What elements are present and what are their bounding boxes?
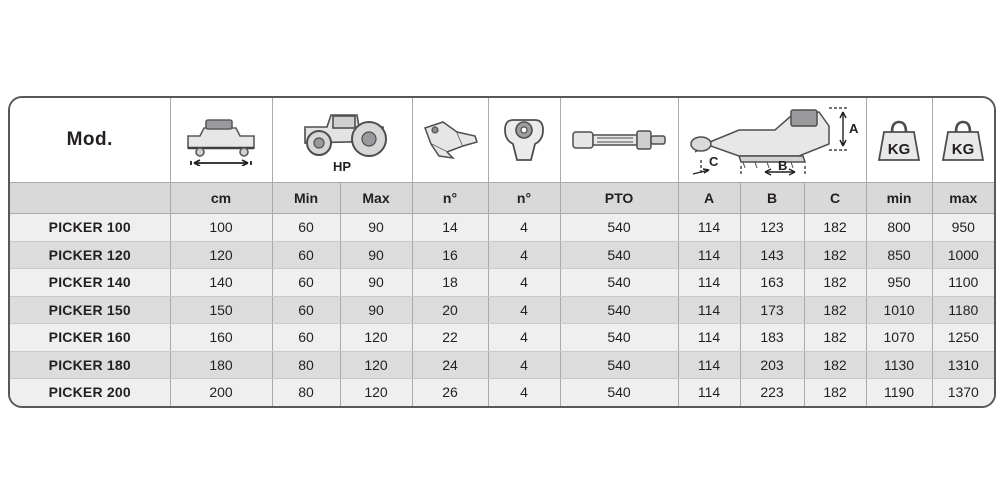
row-a: 114 (678, 379, 740, 406)
tractor-hp-icon (273, 107, 412, 161)
row-b: 173 (740, 296, 804, 324)
row-hammers: 14 (412, 214, 488, 242)
subheader-pto: PTO (560, 183, 678, 214)
row-max-hp: 120 (340, 351, 412, 379)
row-kg-min: 1010 (866, 296, 932, 324)
row-belts: 4 (488, 214, 560, 242)
row-belts: 4 (488, 324, 560, 352)
specifications-table-container (8, 96, 996, 408)
svg-text:KG: KG (887, 141, 911, 158)
row-cm: 180 (170, 351, 272, 379)
specifications-table (10, 98, 994, 406)
row-pto: 540 (560, 324, 678, 352)
row-cm: 140 (170, 269, 272, 297)
row-a: 114 (678, 324, 740, 352)
row-max-hp: 90 (340, 214, 412, 242)
row-min-hp: 60 (272, 269, 340, 297)
row-hammers: 20 (412, 296, 488, 324)
row-kg-max: 1000 (932, 241, 994, 269)
mulcher-width-icon (171, 114, 272, 166)
dimension-letter-b: B (778, 158, 788, 173)
weight-max-icon (933, 114, 995, 166)
row-model: PICKER 120 (10, 241, 170, 269)
row-b: 163 (740, 269, 804, 297)
row-hammers: 26 (412, 379, 488, 406)
row-max-hp: 120 (340, 324, 412, 352)
row-c: 182 (804, 379, 866, 406)
row-a: 114 (678, 351, 740, 379)
row-a: 114 (678, 214, 740, 242)
row-kg-max: 1250 (932, 324, 994, 352)
row-a: 114 (678, 269, 740, 297)
row-cm: 100 (170, 214, 272, 242)
subheader-kg-max: max (932, 183, 994, 214)
pto-shaft-icon (561, 120, 678, 160)
table-row (10, 214, 994, 242)
row-model: PICKER 150 (10, 296, 170, 324)
subheader-model (10, 183, 170, 214)
row-c: 182 (804, 214, 866, 242)
machine-dimensions-icon (679, 100, 866, 180)
row-max-hp: 90 (340, 269, 412, 297)
header-hp-cell (272, 98, 412, 183)
row-hammers: 16 (412, 241, 488, 269)
row-min-hp: 60 (272, 296, 340, 324)
row-kg-min: 800 (866, 214, 932, 242)
row-belts: 4 (488, 379, 560, 406)
row-model: PICKER 200 (10, 379, 170, 406)
row-c: 182 (804, 296, 866, 324)
subheader-hammers: n° (412, 183, 488, 214)
header-pto-cell (560, 98, 678, 183)
row-pto: 540 (560, 269, 678, 297)
row-kg-max: 1100 (932, 269, 994, 297)
row-max-hp: 90 (340, 296, 412, 324)
row-model: PICKER 160 (10, 324, 170, 352)
subheader-cm: cm (170, 183, 272, 214)
row-min-hp: 60 (272, 214, 340, 242)
row-max-hp: 120 (340, 379, 412, 406)
row-kg-min: 1130 (866, 351, 932, 379)
table-row (10, 241, 994, 269)
table-row (10, 351, 994, 379)
subheader-b: B (740, 183, 804, 214)
row-cm: 150 (170, 296, 272, 324)
subheader-a: A (678, 183, 740, 214)
row-c: 182 (804, 351, 866, 379)
row-cm: 160 (170, 324, 272, 352)
row-belts: 4 (488, 296, 560, 324)
row-pto: 540 (560, 214, 678, 242)
row-b: 223 (740, 379, 804, 406)
row-kg-min: 1190 (866, 379, 932, 406)
row-kg-max: 1370 (932, 379, 994, 406)
row-cm: 200 (170, 379, 272, 406)
row-kg-min: 950 (866, 269, 932, 297)
row-model: PICKER 180 (10, 351, 170, 379)
icon-header-row (10, 98, 994, 183)
hp-label: HP (332, 158, 352, 174)
row-pto: 540 (560, 351, 678, 379)
row-c: 182 (804, 241, 866, 269)
dimension-letter-a: A (849, 121, 859, 136)
row-hammers: 24 (412, 351, 488, 379)
page-title: Mod. (66, 129, 113, 150)
header-belts-cell (488, 98, 560, 183)
row-b: 123 (740, 214, 804, 242)
row-min-hp: 80 (272, 351, 340, 379)
row-kg-max: 1310 (932, 351, 994, 379)
row-a: 114 (678, 296, 740, 324)
table-row (10, 296, 994, 324)
subheader-max-hp: Max (340, 183, 412, 214)
row-kg-max: 1180 (932, 296, 994, 324)
row-b: 143 (740, 241, 804, 269)
row-min-hp: 60 (272, 324, 340, 352)
row-b: 183 (740, 324, 804, 352)
row-pto: 540 (560, 241, 678, 269)
weight-min-icon (867, 114, 932, 166)
row-hammers: 22 (412, 324, 488, 352)
row-max-hp: 90 (340, 241, 412, 269)
row-belts: 4 (488, 269, 560, 297)
row-pto: 540 (560, 296, 678, 324)
subheader-min-hp: Min (272, 183, 340, 214)
header-dimensions-cell (678, 98, 866, 183)
header-model-cell (10, 98, 170, 183)
dimension-letter-c: C (709, 154, 719, 169)
row-min-hp: 60 (272, 241, 340, 269)
table-row (10, 324, 994, 352)
subheader-kg-min: min (866, 183, 932, 214)
row-model: PICKER 100 (10, 214, 170, 242)
table-row (10, 269, 994, 297)
header-weight-max-cell (932, 98, 994, 183)
header-hammers-cell (412, 98, 488, 183)
row-pto: 540 (560, 379, 678, 406)
header-width-cell (170, 98, 272, 183)
subheader-row (10, 183, 994, 214)
row-c: 182 (804, 324, 866, 352)
row-b: 203 (740, 351, 804, 379)
row-kg-max: 950 (932, 214, 994, 242)
row-min-hp: 80 (272, 379, 340, 406)
row-a: 114 (678, 241, 740, 269)
row-belts: 4 (488, 351, 560, 379)
subheader-belts: n° (488, 183, 560, 214)
row-cm: 120 (170, 241, 272, 269)
subheader-c: C (804, 183, 866, 214)
row-c: 182 (804, 269, 866, 297)
row-kg-min: 850 (866, 241, 932, 269)
row-belts: 4 (488, 241, 560, 269)
flail-hammer-icon (413, 116, 488, 164)
table-row (10, 379, 994, 406)
row-model: PICKER 140 (10, 269, 170, 297)
svg-text:KG: KG (952, 141, 975, 158)
row-hammers: 18 (412, 269, 488, 297)
header-weight-min-cell (866, 98, 932, 183)
row-kg-min: 1070 (866, 324, 932, 352)
belt-pulley-icon (489, 114, 560, 166)
